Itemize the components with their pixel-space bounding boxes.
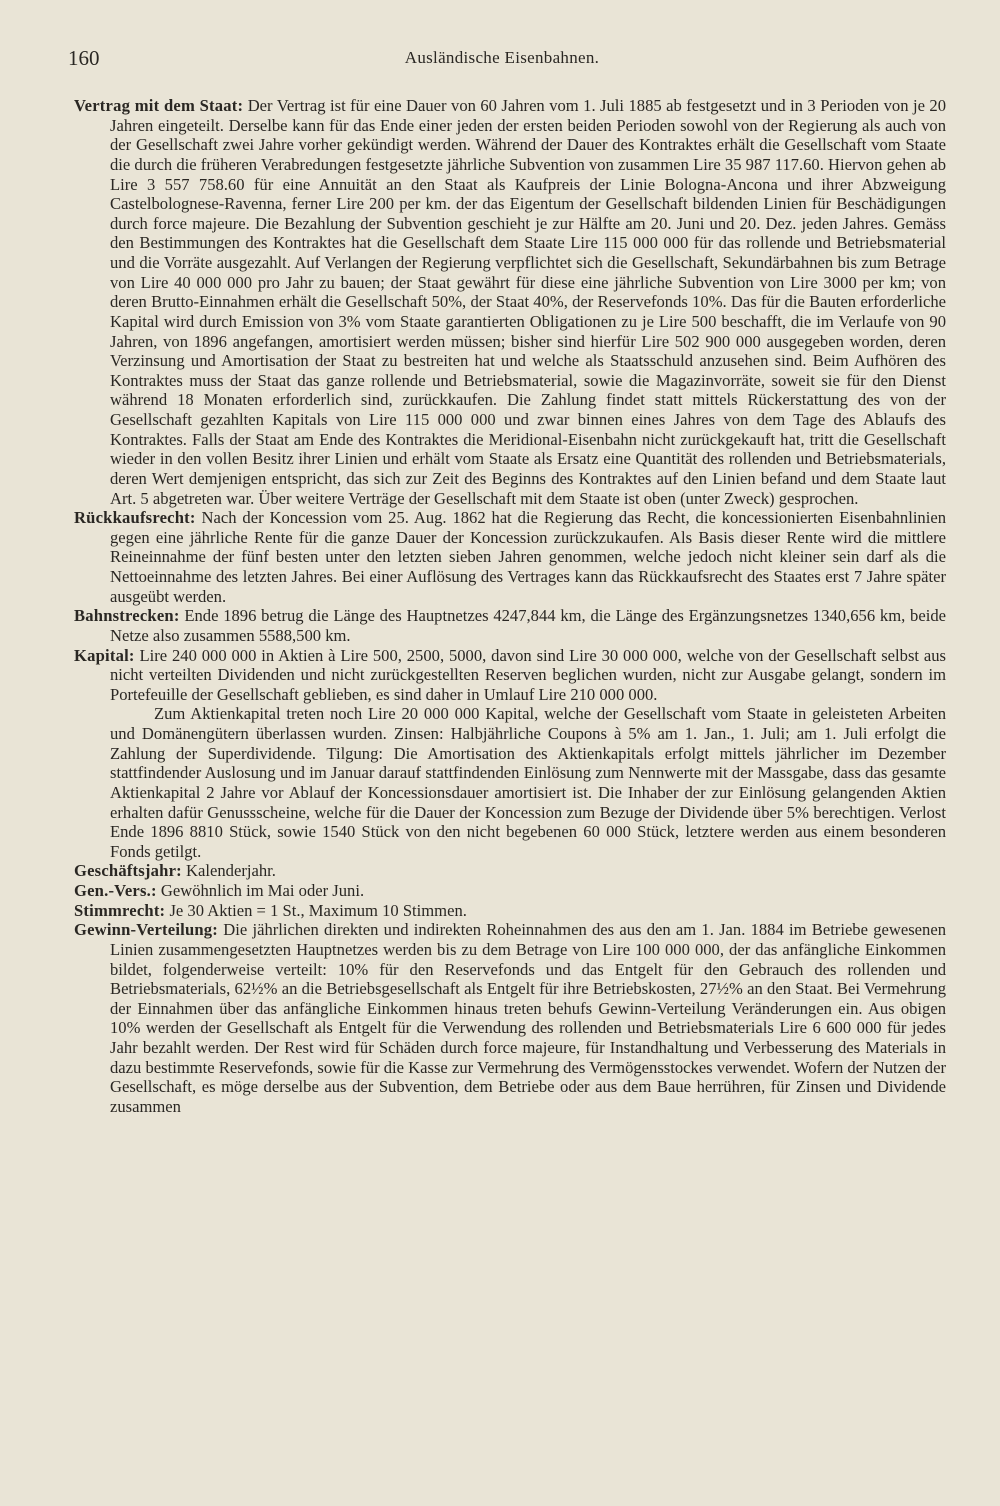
section-label: Geschäftsjahr: <box>74 861 182 881</box>
section-text: Je 30 Aktien = 1 St., Maximum 10 Stimmen. <box>169 900 467 920</box>
section-label: Kapital: <box>74 645 135 665</box>
section-text: Ende 1896 betrug die Länge des Hauptnetzes 4247,844 km, die Länge des Ergänzungsnetzes 1340,656 km, beide Netze also zusammen 5588,500 km. <box>110 606 946 645</box>
section-kapital <box>74 646 946 705</box>
section-label: Gen.-Vers.: <box>74 881 157 900</box>
section-rueckkaufsrecht <box>74 508 946 606</box>
page-number: 160 <box>68 46 100 70</box>
section-stimmrecht <box>74 901 946 921</box>
section-label: Bahnstrecken: <box>74 606 180 626</box>
section-label: Stimmrecht: <box>74 900 166 920</box>
section-label: Vertrag mit dem Staat: <box>74 96 244 115</box>
section-text: Die jährlichen direkten und indirekten Roheinnahmen des aus den am 1. Jan. 1884 im Betriebe gewesenen Linien zusammengesetzten Hauptnetzes werden bis zu dem Betrage von Lire 100 000 000, der das anfängliche Einkommen bildet, folgenderweise verteilt: 10% für den Reservefonds und das Entgelt für den Gebrauch des rollenden und Betriebsmaterials, 62½% an die Betriebsgesellschaft als Entgelt für ihre Betriebskosten, 27½% an den Staat. Bei Vermehrung der Einnahmen über das anfängliche Einkommen hinaus treten behufs Gewinn-Verteilung Veränderungen ein. Aus obigen 10% werden der Gesellschaft als Entgelt für die Verwendung des rollenden und Betriebsmaterials Lire 6 600 000 für jedes Jahr bezahlt werden. Der Rest wird für Schäden durch force majeure, für Instandhaltung und Verbesserung des Materials in dazu bestimmte Reservefonds, sowie für die Kasse zur Vermehrung des Vermögensstockes verwendet. Wofern der Nutzen der Gesellschaft, es möge derselbe aus der Subvention, dem Betriebe oder aus dem Baue herrühren, für Zinsen und Dividende zusammen <box>110 920 946 1116</box>
section-text: Gewöhnlich im Mai oder Juni. <box>160 881 365 900</box>
section-geschaeftsjahr <box>74 861 946 881</box>
section-bahnstrecken <box>74 606 946 645</box>
section-label: Gewinn-Verteilung: <box>74 920 219 940</box>
section-gewinn-verteilung <box>74 920 946 1116</box>
section-kapital-continued <box>74 704 946 861</box>
section-text: Der Vertrag ist für eine Dauer von 60 Jahren vom 1. Juli 1885 ab festgesetzt und in 3 Perioden von je 20 Jahren eingeteilt. Derselbe kann für das Ende einer jeden der ersten beiden Perioden sowohl von der Regierung als auch von der Gesellschaft zwei Jahre vorher gekündigt werden. Während der Dauer des Kontraktes erhält die Gesellschaft vom Staate die durch die früheren Verabredungen festgesetzte jährliche Subvention von zusammen Lire 35 987 117.60. Hiervon gehen ab Lire 3 557 758.60 für eine Annuität an den Staat als Kaufpreis der Linie Bologna-Ancona und ihrer Abzweigung Castelbolognese-Ravenna, ferner Lire 200 per km. der das Eigentum der Gesellschaft bildenden Linien für Beschädigungen durch force majeure. Die Bezahlung der Subvention geschieht je zur Hälfte am 20. Juni und 20. Dez. jeden Jahres. Gemäss den Bestimmungen des Kontraktes hat die Gesellschaft dem Staate Lire 115 000 000 für das rollende und Betriebsmaterial und die Vorräte ausgezahlt. Auf Verlangen der Regierung verpflichtet sich die Gesellschaft, Sekundärbahnen bis zum Betrage von Lire 40 000 000 pro Jahr zu bauen; der Staat gewährt für diese eine jährliche Subvention von Lire 3000 per km; von deren Brutto-Einnahmen erhält die Gesellschaft 50%, der Staat 40%, der Reservefonds 10%. Das für die Bauten erforderliche Kapital wird durch Emission von 3% vom Staate garantierten Obligationen zu je Lire 500 beschafft, die im Verlaufe von 90 Jahren, von 1896 angefangen, amortisiert werden müssen; bisher sind hierfür Lire 502 900 000 ausgegeben worden, deren Verzinsung und Amortisation der Staat zu bestreiten hat und welche als Staatsschuld anzusehen sind. Beim Aufhören des Kontraktes muss der Staat das ganze rollende und Betriebsmaterial, sowie die Magazinvorräte, soweit sie für den Dienst während 18 Monaten erforderlich sind, zurückkaufen. Die Zahlung findet statt mittels Rückerstattung des von der Gesellschaft gezahlten Kapitals von Lire 115 000 000 und zwar binnen eines Jahres von dem Tage des Ablaufs des Kontraktes. Falls der Staat am Ende des Kontraktes die Meridional-Eisenbahn nicht zurückgekauft hat, tritt die Gesellschaft wieder in den vollen Besitz ihrer Linien und erhält vom Staate als Ersatz eine Quantität des rollenden und Betriebsmaterials, deren Wert demjenigen entspricht, das sich zur Zeit des Beginns des Kontraktes auf den Linien befand und dem Staate laut Art. 5 abgetreten war. Über weitere Verträge der Gesellschaft mit dem Staate ist oben (unter Zweck) gesprochen. <box>110 96 947 508</box>
section-gen-vers <box>74 881 946 901</box>
section-text: Kalenderjahr. <box>186 861 276 881</box>
section-vertrag <box>74 96 946 508</box>
section-label: Rückkaufsrecht: <box>74 508 196 528</box>
section-text: Zum Aktienkapital treten noch Lire 20 000 000 Kapital, welche der Gesellschaft vom Staate in geleisteten Arbeiten und Domänengütern überlassen wurden. Zinsen: Halbjährliche Coupons à 5% am 1. Jan., 1. Juli; am 1. Juli erfolgt die Zahlung der Superdividende. Tilgung: Die Amortisation des Aktienkapitals erfolgt mittels jährlicher im Dezember stattfindender Auslosung und im Januar darauf stattfindenden Einlösung zum Nennwerte mit der Massgabe, dass das gesamte Aktienkapital 2 Jahre vor Ablauf der Koncessionsdauer amortisiert ist. Die Inhaber der zur Einlösung gelangenden Aktien erhalten dafür Genussscheine, welche für die Dauer der Koncession zum Bezuge der Dividende über 5% berechtigen. Verlost Ende 1896 8810 Stück, sowie 1540 Stück von den nicht begebenen 60 000 Stück, letztere werden aus einem besonderen Fonds getilgt. <box>110 704 946 861</box>
section-text: Nach der Koncession vom 25. Aug. 1862 hat die Regierung das Recht, die koncessionierten Eisenbahnlinien gegen eine jährliche Rente für die ganze Dauer der Koncession zurückzukaufen. Als Basis dieser Rente wird die mittlere Reineinnahme der fünf besten unter den letzten sieben Jahren genommen, welche jedoch nicht kleiner sein darf als die Nettoeinnahme des letzten Jahres. Bei einer Auflösung des Vertrages kann das Rückkaufsrecht des Staates erst 7 Jahre später ausgeübt werden. <box>110 508 947 606</box>
page-header <box>68 46 936 76</box>
running-title: Ausländische Eisenbahnen. <box>404 48 600 67</box>
section-text: Lire 240 000 000 in Aktien à Lire 500, 2500, 5000, davon sind Lire 30 000 000, welche von der Gesellschaft selbst aus nicht verteilten Dividenden und nicht zurückgestellten Reserven beglichen wurden, nicht zur Ausgabe gelangt, sondern im Portefeuille der Gesellschaft geblieben, es sind daher in Umlauf Lire 210 000 000. <box>110 645 947 704</box>
page-body <box>74 96 946 1117</box>
